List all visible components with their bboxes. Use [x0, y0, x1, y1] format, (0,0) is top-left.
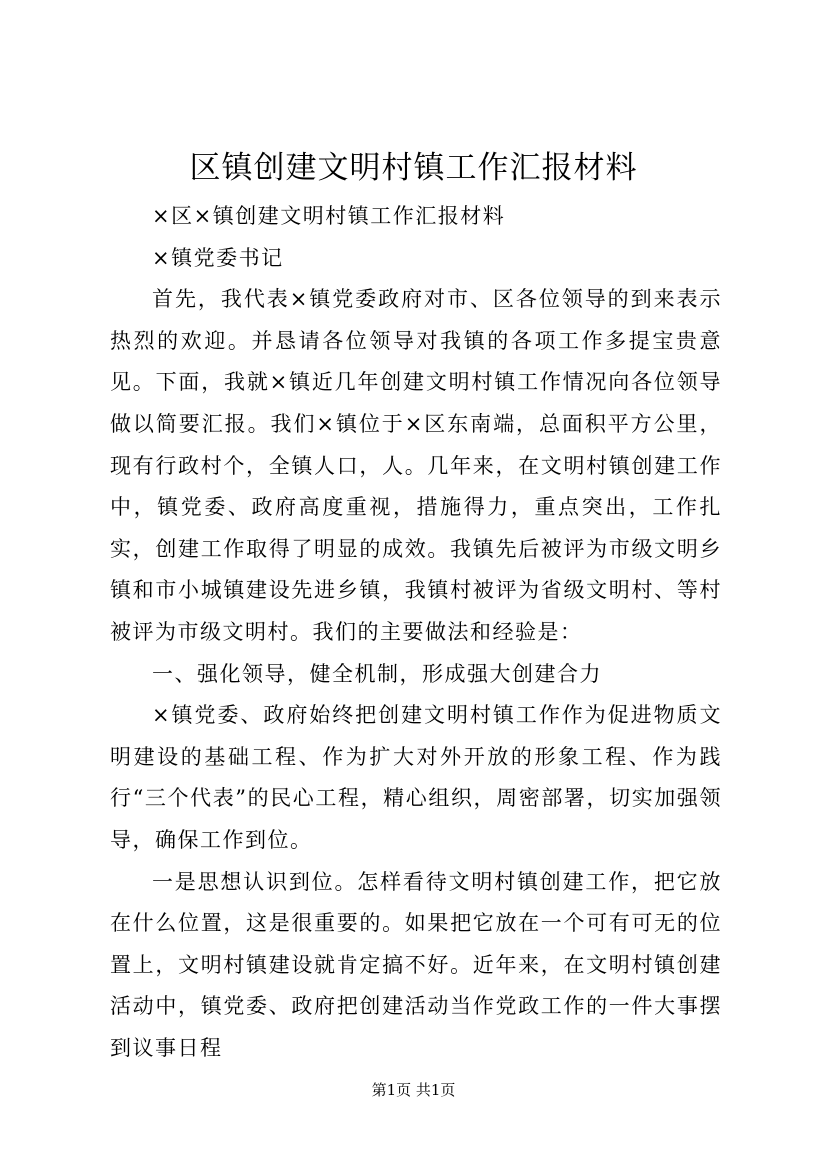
page-footer: 第1页 共1页 [371, 1081, 456, 1099]
section-paragraph: ×镇党委、政府始终把创建文明村镇工作作为促进物质文明建设的基础工程、作为扩大对外开放的形象工程、作为践行“三个代表”的民心工程，精心组织，周密部署，切实加强领导，确保工作到位。 [110, 703, 722, 852]
intro-paragraph: 首先，我代表×镇党委政府对市、区各位领导的到来表示热烈的欢迎。并恳请各位领导对我镇的各项工作多提宝贵意见。下面，我就×镇近几年创建文明村镇工作情况向各位领导做以简要汇报。我们×镇位于×区东南端，总面积平方公里，现有行政村个，全镇人口，人。几年来，在文明村镇创建工作中，镇党委、政府高度重视，措施得力，重点突出，工作扎实，创建工作取得了明显的成效。我镇先后被评为市级文明乡镇和市小城镇建设先进乡镇，我镇村被评为省级文明村、等村被评为市级文明村。我们的主要做法和经验是： [110, 287, 722, 644]
section-heading: 一、强化领导，健全机制，形成强大创建合力 [152, 661, 602, 686]
author-paragraph: ×镇党委书记 [152, 245, 284, 270]
document-body [110, 196, 722, 1069]
document-title: 区镇创建文明村镇工作汇报材料 [189, 150, 638, 186]
point-paragraph: 一是思想认识到位。怎样看待文明村镇创建工作，把它放在什么位置，这是很重要的。如果把它放在一个可有可无的位置上，文明村镇建设就肯定搞不好。近年来，在文明村镇创建活动中，镇党委、政府把创建活动当作党政工作的一件大事摆到议事日程 [110, 869, 722, 1060]
subtitle-paragraph: ×区×镇创建文明村镇工作汇报材料 [152, 204, 506, 228]
